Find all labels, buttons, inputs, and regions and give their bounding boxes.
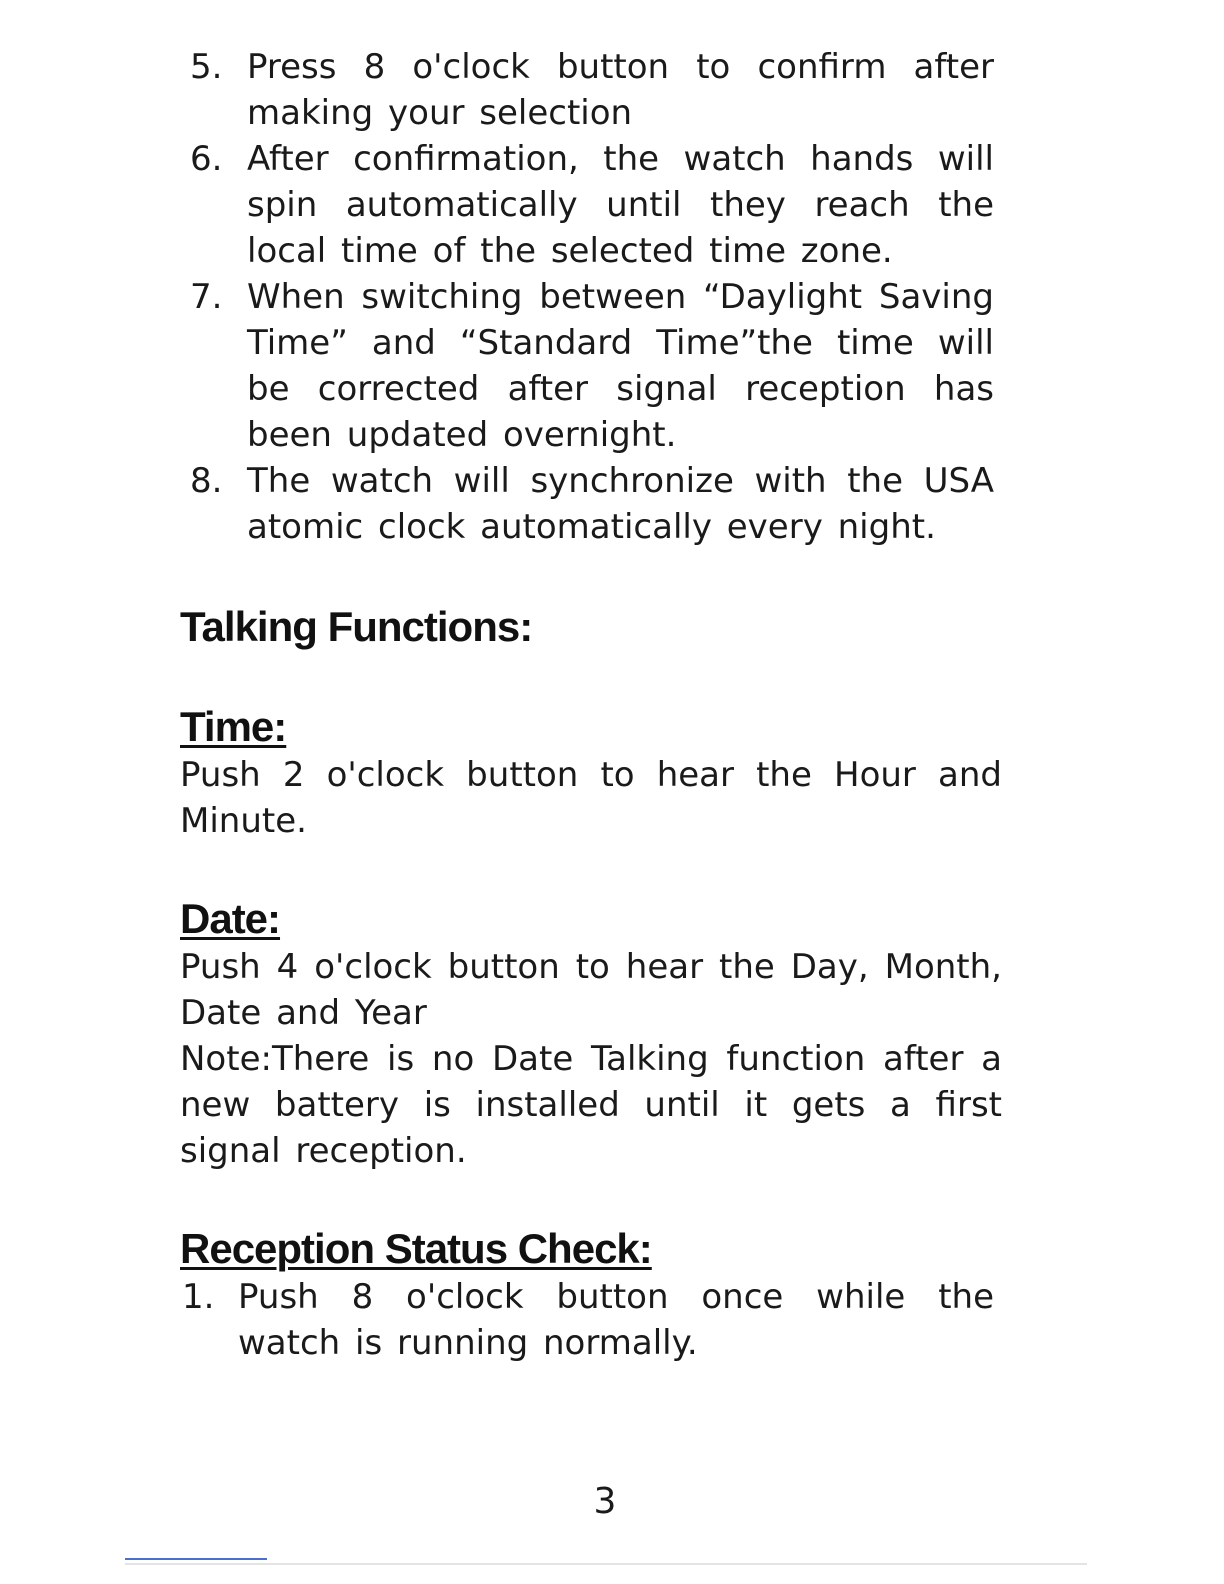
footer-rule	[125, 1563, 1087, 1565]
step-number: 6.	[190, 139, 223, 179]
step-text: Press 8 o'clock button to confirm after making your selection	[247, 47, 994, 133]
setup-step-8	[180, 458, 994, 550]
time-description: Push 2 o'clock button to hear the Hour and Minute.	[180, 755, 1002, 841]
date-note: Note:There is no Date Talking function after a new battery is installed until it gets a first signal reception.	[180, 1039, 1002, 1171]
date-heading: Date:	[180, 895, 281, 942]
step-number: 8.	[190, 461, 223, 501]
step-number: 7.	[190, 277, 223, 317]
step-text: After confirmation, the watch hands will spin automatically until they reach the local time of the selected time zone.	[247, 139, 994, 271]
reception-heading: Reception Status Check:	[180, 1225, 652, 1272]
reception-steps-list	[180, 1274, 1002, 1366]
setup-steps-list	[180, 44, 994, 550]
step-number: 5.	[190, 47, 223, 87]
setup-step-5	[180, 44, 994, 136]
footer-accent-rule	[125, 1558, 267, 1560]
talking-functions-heading: Talking Functions:	[180, 603, 533, 650]
reception-section	[180, 1224, 1002, 1366]
step-text: When switching between “Daylight Saving Time” and “Standard Time”the time will be corrected after signal reception has been updated overnight.	[247, 277, 994, 455]
date-section	[180, 894, 1002, 1174]
setup-step-7	[180, 274, 994, 458]
step-text: The watch will synchronize with the USA atomic clock automatically every night.	[247, 461, 994, 547]
step-number: 1.	[182, 1277, 215, 1317]
reception-step-1	[180, 1274, 994, 1366]
time-section	[180, 702, 1002, 844]
step-text: Push 8 o'clock button once while the watch is running normally.	[238, 1277, 994, 1363]
page-number: 3	[593, 1481, 617, 1522]
date-description: Push 4 o'clock button to hear the Day, Month, Date and Year	[180, 947, 1002, 1033]
time-heading: Time:	[180, 703, 287, 750]
manual-page	[180, 44, 1002, 1366]
setup-step-6	[180, 136, 994, 274]
